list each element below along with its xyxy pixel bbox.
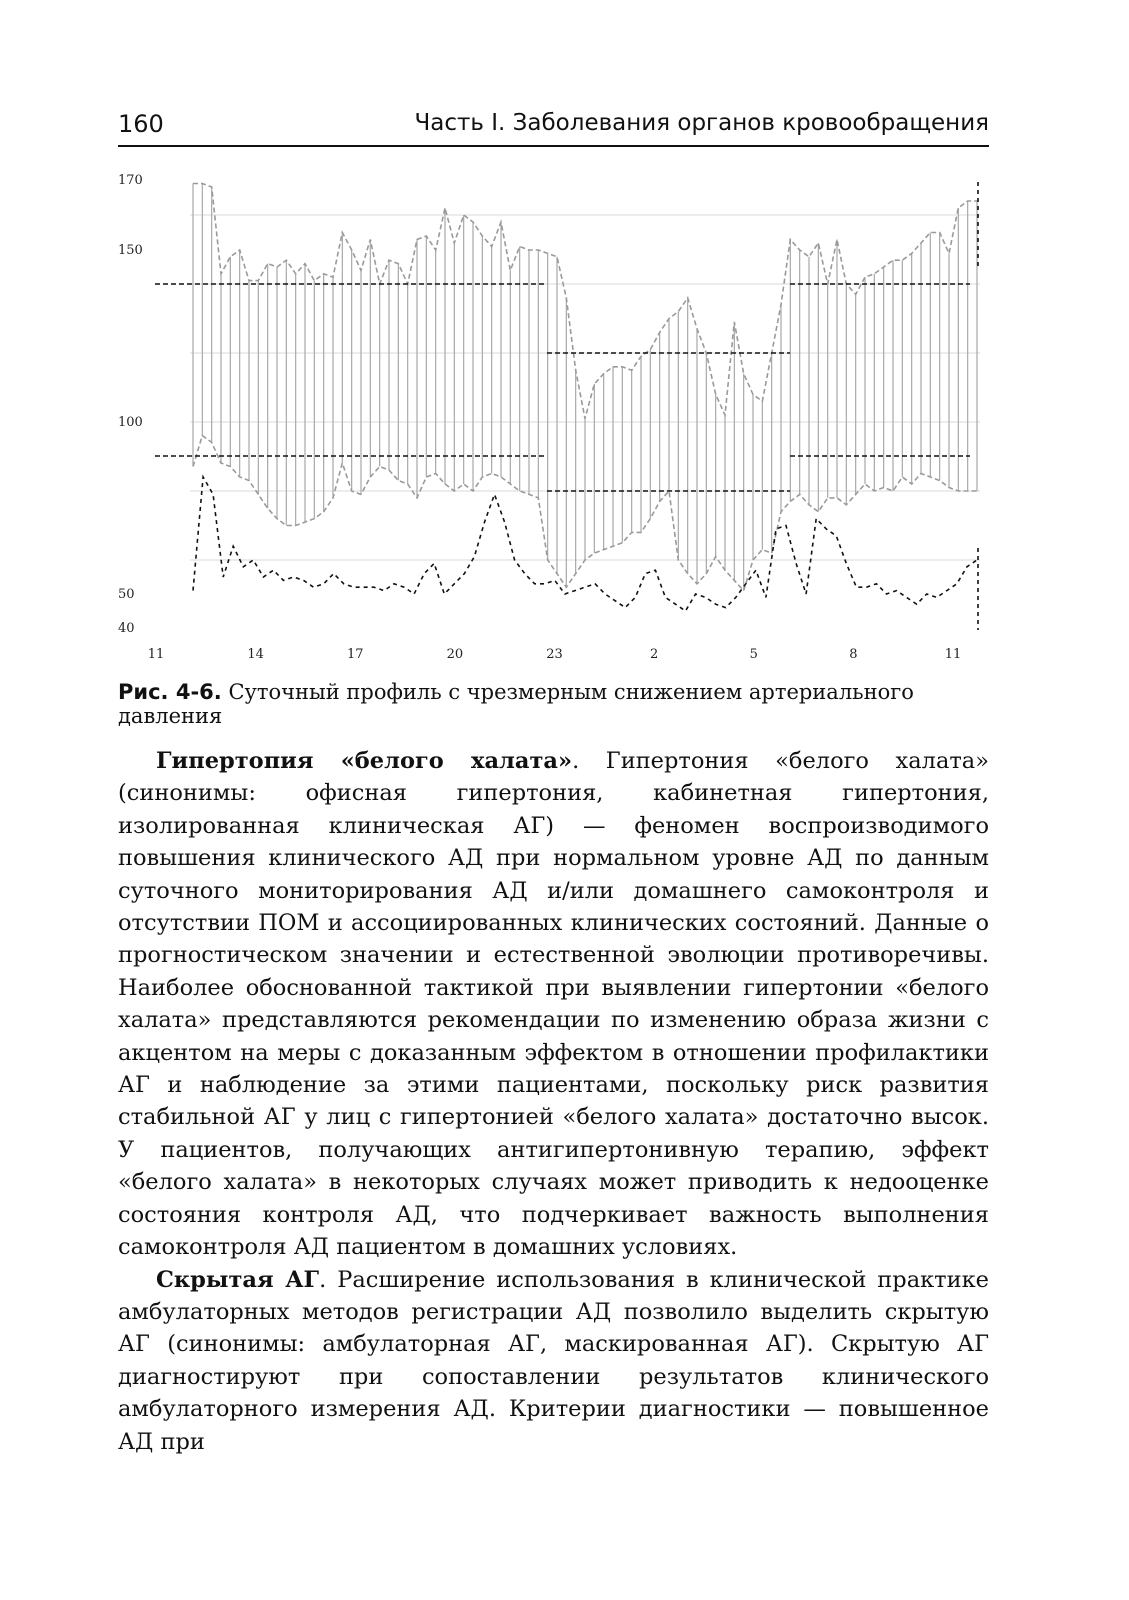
y-tick-label: 50 <box>118 587 135 602</box>
x-tick-label: 20 <box>446 647 464 662</box>
x-tick-label: 2 <box>649 647 659 662</box>
range-bars <box>193 184 977 591</box>
x-tick-label: 17 <box>346 647 364 662</box>
paragraph-text: . Гипертония «белого халата» (синонимы: офисная гипертония, кабинетная гипертония, изолированная клиническая АГ) — феномен воспроизводимого повышения клинического АД при нормальном уровне АД по данным суточного мониторирования АД и/или домашнего самоконтроля и отсутствии ПОМ и ассоциированных клинических состояний. Данные о прогностическом значении и естественной эволюции противоречивы. Наиболее обоснованной тактикой при выявлении гипертонии «белого халата» представляются рекомендации по изменению образа жизни с акцентом на меры с доказанным эффектом в отношении профилактики АГ и наблюдение за этими пациентами, поскольку риск развития стабильной АГ у лиц с гипертонией «белого халата» достаточно высок. У пациентов, получающих антигипертонивную терапию, эффект «белого халата» в некоторых случаях может приводить к недооценке состояния контроля АД, что подчеркивает важность выполнения самоконтроля АД пациентом в домашних условиях. <box>118 748 989 1261</box>
x-tick-label: 11 <box>147 647 165 662</box>
x-tick-labels <box>148 647 962 662</box>
x-tick-label: 23 <box>546 647 563 662</box>
paragraph-lead: Гипертопия «белого халата» <box>156 748 573 774</box>
paragraph-masked <box>118 1264 989 1458</box>
x-tick-label: 14 <box>247 647 264 662</box>
figure-caption-text: Суточный профиль с чрезмерным снижением артериального давления <box>118 680 914 728</box>
y-tick-labels <box>118 173 143 636</box>
running-head: Часть I. Заболевания органов кровообращения <box>414 110 989 136</box>
y-tick-label: 150 <box>118 243 143 258</box>
paragraph-text: . Расширение использования в клинической практике амбулаторных методов регистрации АД позволило выделить скрытую АГ (синонимы: амбулаторная АГ, маскированная АГ). Скрытую АГ диагностируют при сопоставлении результатов клинического амбулаторного измерения АД. Критерии диагностики — повышенное АД при <box>118 1266 990 1455</box>
y-tick-label: 40 <box>118 621 135 636</box>
systolic-line <box>193 184 977 419</box>
paragraph-white-coat <box>118 745 989 1264</box>
header-rule <box>118 145 989 147</box>
paragraph-lead: Скрытая АГ <box>156 1266 320 1293</box>
series-lines <box>193 182 978 630</box>
y-tick-label: 100 <box>118 415 143 430</box>
body-text <box>118 745 989 1458</box>
x-tick-label: 11 <box>944 647 962 662</box>
page-number: 160 <box>118 110 164 138</box>
x-tick-label: 5 <box>749 647 758 662</box>
bp-profile-chart <box>100 160 1000 670</box>
figure-caption <box>118 680 989 728</box>
figure-label: Рис. 4-6. <box>118 680 222 704</box>
x-tick-label: 8 <box>849 647 858 662</box>
y-tick-label: 170 <box>118 173 143 188</box>
